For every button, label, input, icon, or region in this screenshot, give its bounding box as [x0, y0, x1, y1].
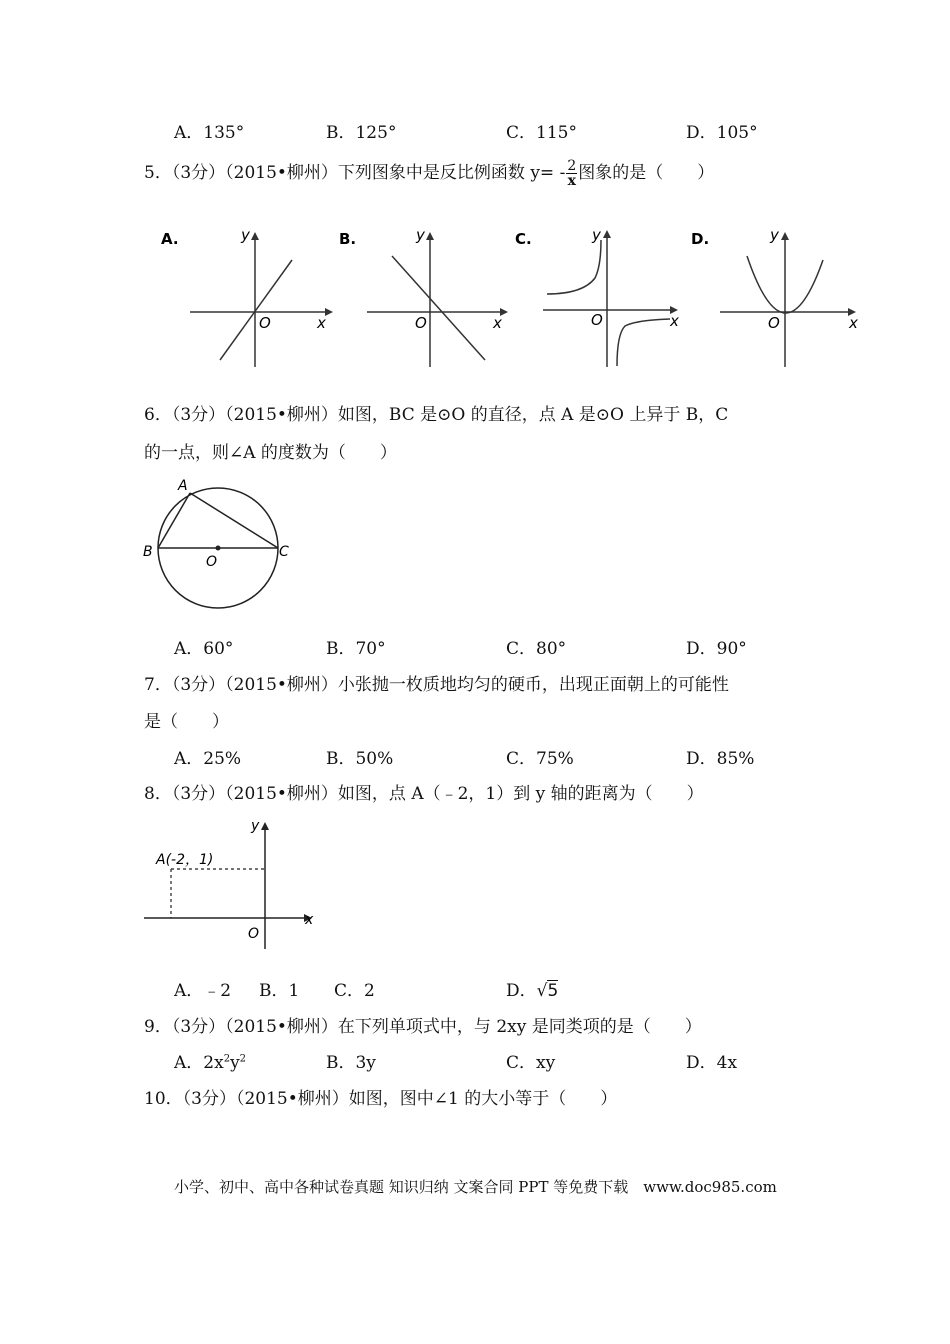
q5-graph-b [339, 226, 508, 367]
q5-graph-c-o: O [591, 311, 603, 329]
q7-option-b: B．50% [326, 749, 394, 769]
q7-option-d: D．85% [686, 749, 755, 769]
page-footer: 小学、初中、高中各种试卷真题 知识归纳 文案合同 PPT 等免费下载 www.doc985.com [174, 1178, 777, 1196]
q5-graph-a [161, 226, 333, 367]
q9-stem: 9．（3分）（2015•柳州）在下列单项式中，与 2xy 是同类项的是（ ） [144, 1017, 702, 1037]
q9-option-a [174, 1048, 246, 1073]
q5-graph-a-x: x [317, 314, 326, 332]
q5-graph-a-label: A. [161, 230, 179, 248]
q10-stem: 10．（3分）（2015•柳州）如图，图中∠1 的大小等于（ ） [144, 1089, 618, 1109]
q6-label-a: A [178, 478, 188, 494]
q5-graph-d [691, 226, 858, 367]
sqrt-icon: √ [536, 981, 548, 1001]
q8-option-b: B．1 [259, 981, 300, 1001]
q4-option-a: A．135° [174, 123, 245, 143]
q5-suffix: 图象的是（ ） [578, 163, 715, 183]
q5-graph-c-x: x [670, 312, 679, 330]
q5-graph-d-y: y [770, 226, 779, 244]
q6-option-c: C．80° [506, 639, 567, 659]
q4-option-b: B．125° [326, 123, 397, 143]
q5-graph-c-label: C. [515, 230, 532, 248]
q4-option-c: C．115° [506, 123, 577, 143]
q5-fraction [566, 159, 577, 188]
q5-graph-c [515, 226, 679, 367]
q5-stem [144, 158, 714, 188]
q8-option-d-radicand: 5 [547, 981, 559, 1001]
q5-prefix: 5．（3分）（2015•柳州）下列图象中是反比例函数 y= - [144, 163, 566, 183]
q5-graph-b-y: y [416, 226, 425, 244]
q5-graph-c-y: y [592, 226, 601, 244]
q7-option-c: C．75% [506, 749, 574, 769]
q5-frac-den: x [567, 173, 576, 189]
q8-stem: 8．（3分）（2015•柳州）如图，点 A（﹣2，1）到 y 轴的距离为（ ） [144, 784, 704, 804]
q9-option-a-mid: y [230, 1053, 240, 1073]
q6-stem-line2: 的一点，则∠A 的度数为（ ） [144, 443, 397, 463]
q8-axis-x: x [305, 912, 314, 928]
q7-stem-line1: 7．（3分）（2015•柳州）小张抛一枚质地均匀的硬币，出现正面朝上的可能性 [144, 675, 729, 695]
q8-origin: O [248, 926, 260, 942]
q5-graph-b-label: B. [339, 230, 357, 248]
q8-option-d [506, 976, 558, 1001]
q9-option-a-base: A．2x [174, 1053, 224, 1073]
q5-graphs [155, 222, 870, 372]
q6-label-b: B [143, 544, 153, 560]
q8-point-label: A(-2，1) [156, 852, 214, 868]
q5-graph-b-x: x [493, 314, 502, 332]
q6-option-d: D．90° [686, 639, 747, 659]
q5-frac-num: 2 [567, 158, 577, 174]
q9-option-b: B．3y [326, 1053, 376, 1073]
q6-label-o: O [206, 554, 218, 570]
q5-graph-d-o: O [768, 314, 780, 332]
q5-graph-b-o: O [415, 314, 427, 332]
q6-stem-line1: 6．（3分）（2015•柳州）如图，BC 是⊙O 的直径，点 A 是⊙O 上异于 B，C [144, 405, 729, 425]
q9-option-a-exp1: 2 [223, 1053, 231, 1065]
q8-coordinate-figure [140, 814, 320, 954]
q9-option-d: D．4x [686, 1053, 738, 1073]
q5-graph-d-label: D. [691, 230, 710, 248]
q5-graph-a-o: O [259, 314, 271, 332]
q7-option-a: A．25% [174, 749, 242, 769]
q8-option-c: C．2 [334, 981, 375, 1001]
q7-stem-line2: 是（ ） [144, 712, 229, 732]
q9-option-c: C．xy [506, 1053, 556, 1073]
q5-graph-d-x: x [849, 314, 858, 332]
q9-option-a-exp2: 2 [239, 1053, 247, 1065]
q6-option-b: B．70° [326, 639, 386, 659]
q8-option-a: A．﹣2 [174, 981, 232, 1001]
q8-axis-y: y [251, 818, 260, 834]
q4-option-d: D．105° [686, 123, 758, 143]
q5-graph-a-y: y [241, 226, 250, 244]
q8-option-d-prefix: D． [506, 981, 537, 1001]
q6-circle-figure [140, 476, 300, 616]
q6-label-c: C [279, 544, 289, 560]
q6-option-a: A．60° [174, 639, 234, 659]
